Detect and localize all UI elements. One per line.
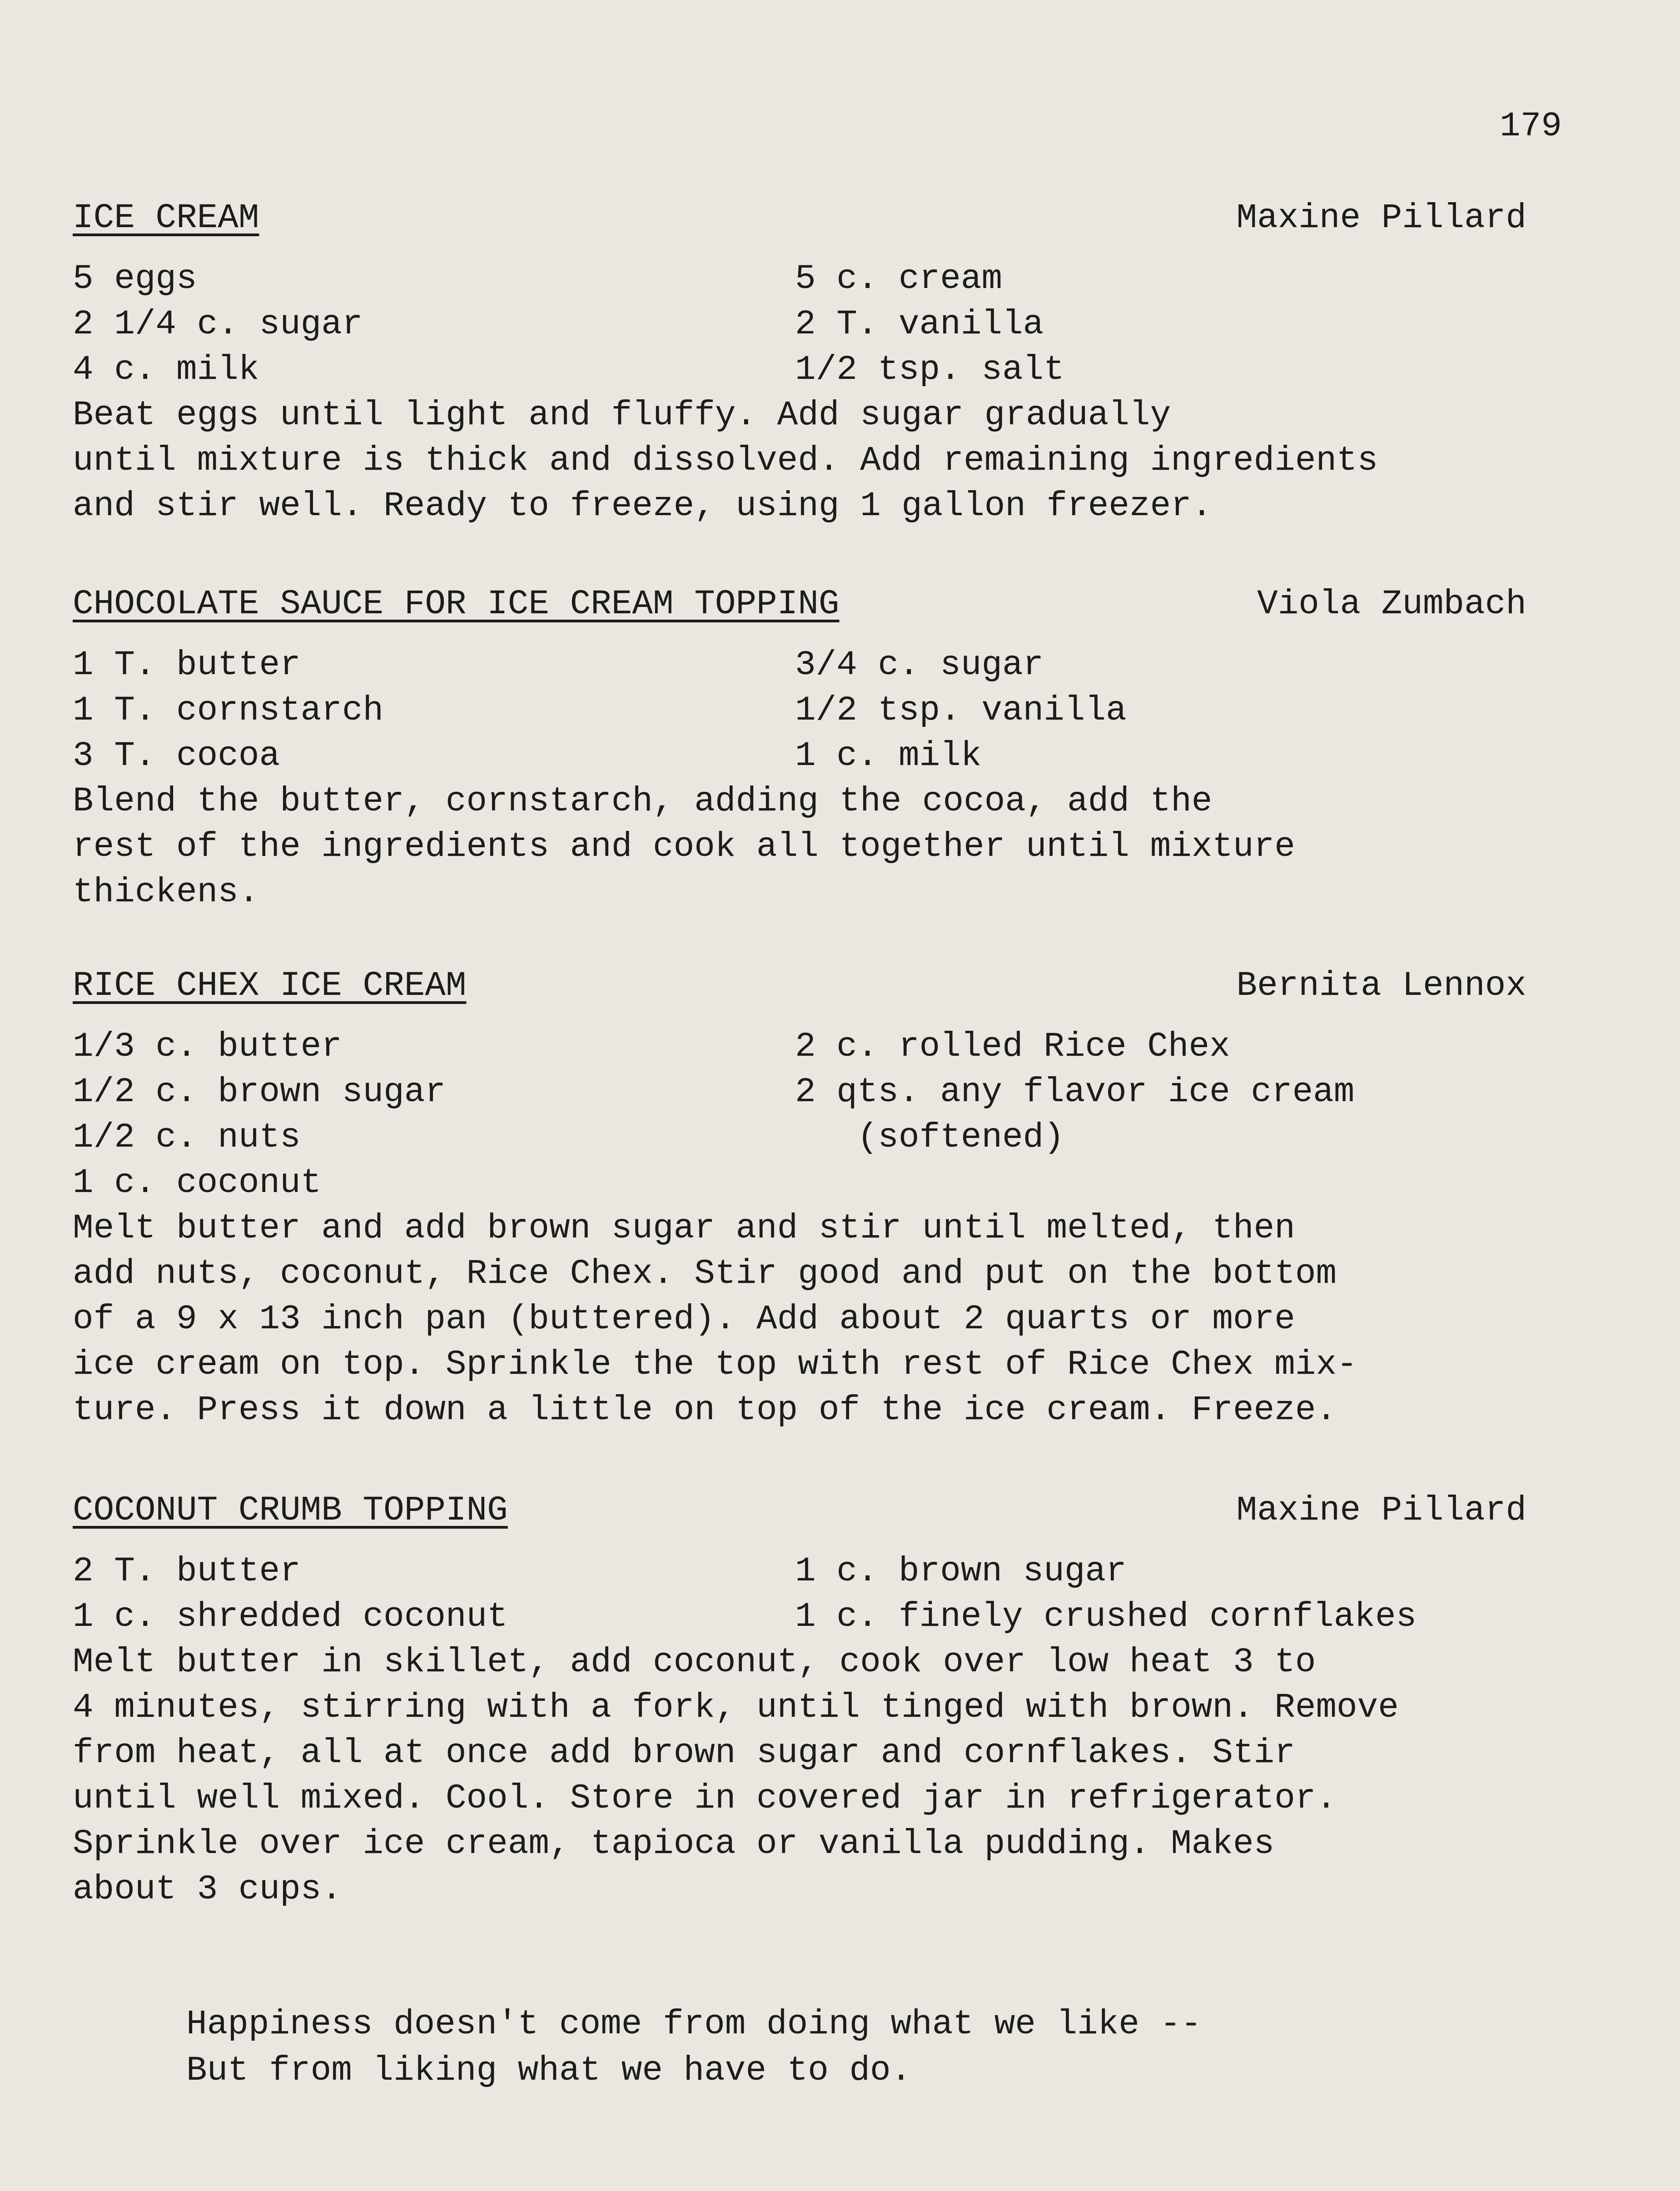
ingredient: (softened) xyxy=(795,1118,1064,1157)
recipe-directions: Melt butter and add brown sugar and stir until melted, then add nuts, coconut, Rice Chex. Stir good and put on the bottom of a 9 x 13 inch pan (buttered). Add about 2 quarts or more ice cream on top. Sprinkle the top with rest of Rice Chex mix- ture. Press it down a little on top of the ice cream. Freeze. xyxy=(73,1209,1357,1430)
recipe-author: Maxine Pillard xyxy=(1236,1491,1526,1530)
ingredient: 1 c. milk xyxy=(795,736,982,775)
recipe-directions: Blend the butter, cornstarch, adding the cocoa, add the rest of the ingredients and cook all together until mixture thickens. xyxy=(73,782,1295,912)
ingredient: 1 T. cornstarch xyxy=(73,691,384,730)
ingredient: 5 c. cream xyxy=(795,259,1003,298)
recipe-author: Maxine Pillard xyxy=(1236,199,1526,238)
ingredient: 1/2 c. nuts xyxy=(73,1118,301,1157)
recipe-coconut-crumb-topping xyxy=(73,1488,1526,1912)
ingredient: 2 T. butter xyxy=(73,1552,301,1591)
recipe-header xyxy=(73,581,1526,627)
ingredient: 1 c. brown sugar xyxy=(795,1552,1127,1591)
ingredients-left xyxy=(73,1024,795,1206)
recipe-author: Viola Zumbach xyxy=(1257,585,1526,624)
ingredients-right xyxy=(795,1024,1526,1206)
ingredient: 3/4 c. sugar xyxy=(795,646,1044,685)
ingredient: 2 qts. any flavor ice cream xyxy=(795,1073,1355,1112)
ingredient: 1 c. shredded coconut xyxy=(73,1597,508,1636)
recipe-title: RICE CHEX ICE CREAM xyxy=(73,966,467,1005)
ingredient: 1/2 c. brown sugar xyxy=(73,1073,446,1112)
ingredient: 1 c. finely crushed cornflakes xyxy=(795,1597,1417,1636)
ingredients xyxy=(73,1024,1526,1206)
ingredient: 1/3 c. butter xyxy=(73,1027,342,1066)
ingredient: 3 T. cocoa xyxy=(73,736,280,775)
recipe-header xyxy=(73,963,1526,1009)
ingredient: 5 eggs xyxy=(73,259,197,298)
recipe-title: ICE CREAM xyxy=(73,199,259,238)
ingredient: 2 T. vanilla xyxy=(795,305,1044,344)
ingredients-right xyxy=(795,1549,1526,1640)
recipe-title: CHOCOLATE SAUCE FOR ICE CREAM TOPPING xyxy=(73,585,840,624)
ingredient: 1/2 tsp. vanilla xyxy=(795,691,1127,730)
recipe-rice-chex-ice-cream xyxy=(73,963,1526,1433)
ingredient: 1 c. coconut xyxy=(73,1163,322,1202)
ingredient: 1 T. butter xyxy=(73,646,301,685)
recipe-header xyxy=(73,195,1526,241)
recipe-title: COCONUT CRUMB TOPPING xyxy=(73,1491,508,1530)
ingredient: 2 c. rolled Rice Chex xyxy=(795,1027,1230,1066)
ingredients xyxy=(73,642,1526,779)
recipe-directions: Melt butter in skillet, add coconut, cook over low heat 3 to 4 minutes, stirring with a fork, until tinged with brown. Remove from heat, all at once add brown sugar and cornflakes. Stir until well mixed. Cool. Store in covered jar in refrigerator. Sprinkle over ice cream, tapioca or vanilla pudding. Makes about 3 cups. xyxy=(73,1643,1399,1909)
ingredient: 4 c. milk xyxy=(73,350,259,389)
recipe-ice-cream xyxy=(73,195,1526,529)
ingredient: 2 1/4 c. sugar xyxy=(73,305,363,344)
ingredients-left xyxy=(73,642,795,779)
recipe-directions: Beat eggs until light and fluffy. Add sugar gradually until mixture is thick and dissolved. Add remaining ingredients and stir well. Ready to freeze, using 1 gallon freezer. xyxy=(73,396,1378,526)
closing-quote: Happiness doesn't come from doing what we like -- But from liking what we have to do. xyxy=(186,2005,1202,2090)
ingredients-left xyxy=(73,256,795,392)
ingredient: 1/2 tsp. salt xyxy=(795,350,1064,389)
page-number: 179 xyxy=(1500,107,1562,146)
recipe-header xyxy=(73,1488,1526,1533)
ingredients-left xyxy=(73,1549,795,1640)
recipe-author: Bernita Lennox xyxy=(1236,966,1526,1005)
ingredients-right xyxy=(795,642,1526,779)
ingredients xyxy=(73,1549,1526,1640)
ingredients xyxy=(73,256,1526,392)
ingredients-right xyxy=(795,256,1526,392)
recipe-chocolate-sauce xyxy=(73,581,1526,915)
